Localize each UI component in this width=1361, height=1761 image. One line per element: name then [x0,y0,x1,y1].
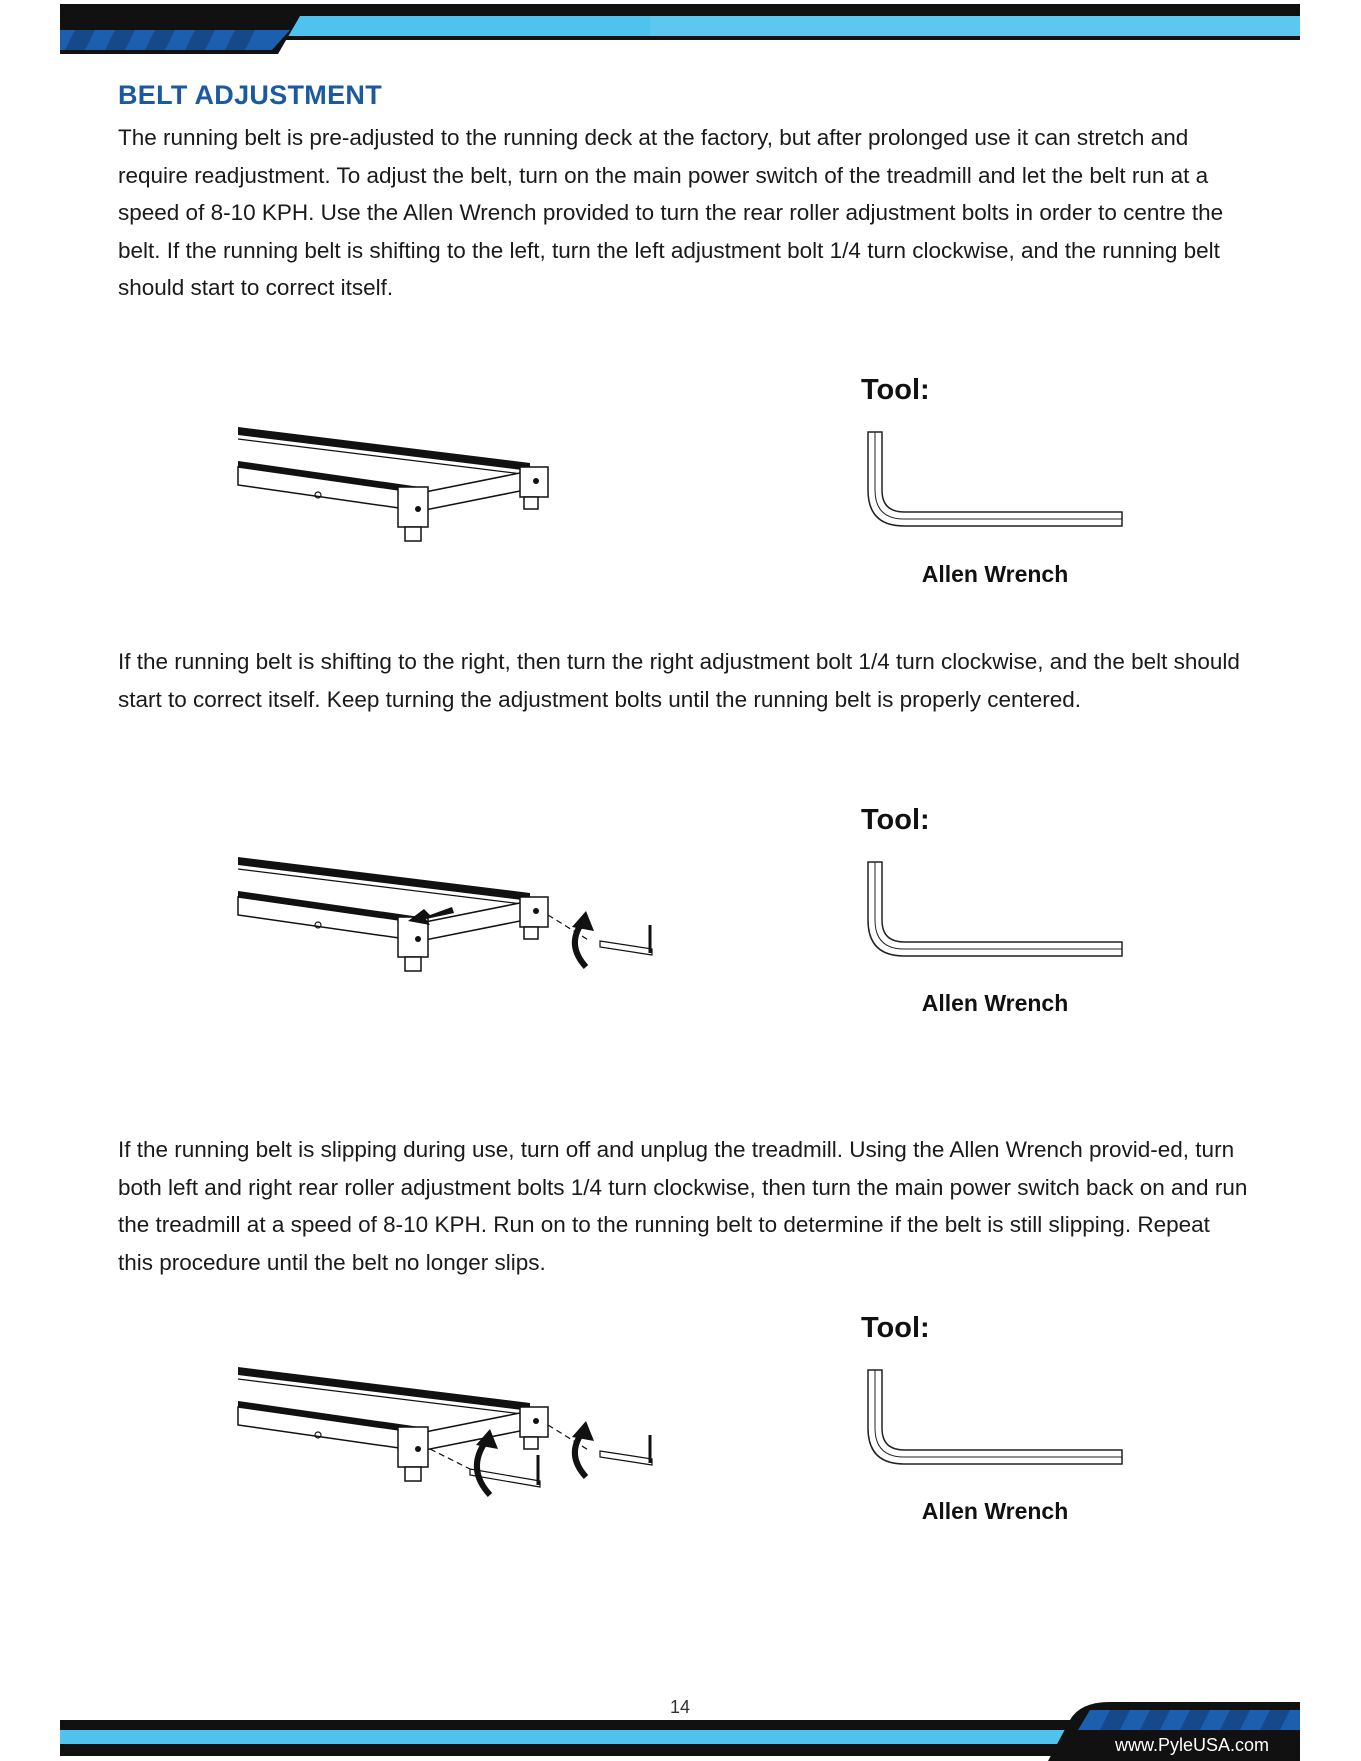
wrench-label-2: Allen Wrench [921,990,1069,1016]
page-number: 14 [669,1697,691,1717]
allen-wrench-icon [860,430,1130,540]
tool-label-1: Tool: [861,374,930,406]
treadmill-figure-3 [230,1355,670,1505]
tool-label-2: Tool: [861,804,930,836]
wrench-label-3: Allen Wrench [921,1498,1069,1524]
allen-wrench-icon [860,1368,1130,1478]
allen-wrench-icon [860,860,1130,970]
tool-label-3: Tool: [861,1312,930,1344]
treadmill-figure-2 [230,845,670,975]
paragraph-slipping: If the running belt is slipping during use, turn off and unplug the treadmill. Using the Allen Wrench provid-ed, turn both left and right rear roller adjustment bolts 1/4 turn clockwise, then turn the main power switch back on and run the treadmill at a speed of 8-10 KPH. Run on to the running belt to determine if the belt is still slipping. Repeat this procedure until the belt no longer slips. [118,1137,1248,1275]
treadmill-rear-illustration [230,415,590,545]
page-title: BELT ADJUSTMENT [118,80,382,110]
paragraph-intro: The running belt is pre-adjusted to the running deck at the factory, but after prolonged use it can stretch and require readjustment. To adjust the belt, turn on the main power switch of the treadmill and let the belt run at a speed of 8-10 KPH. Use the Allen Wrench provided to turn the rear roller adjustment bolts in order to centre the belt. If the running belt is shifting to the left, turn the left adjustment bolt 1/4 turn clockwise, and the running belt should start to correct itself. [118,125,1224,301]
header-band [0,0,1361,60]
treadmill-rear-illustration [230,1355,670,1505]
treadmill-figure-1 [230,415,590,545]
wrench-label-1: Allen Wrench [921,561,1069,587]
paragraph-right-shift: If the running belt is shifting to the right, then turn the right adjustment bolt 1/4 turn clockwise, and the belt should start to correct itself. Keep turning the adjustment bolts until the running belt is properly centered. [118,649,1240,712]
treadmill-rear-illustration [230,845,670,975]
website-link[interactable]: www.PyleUSA.com [1115,1735,1270,1755]
